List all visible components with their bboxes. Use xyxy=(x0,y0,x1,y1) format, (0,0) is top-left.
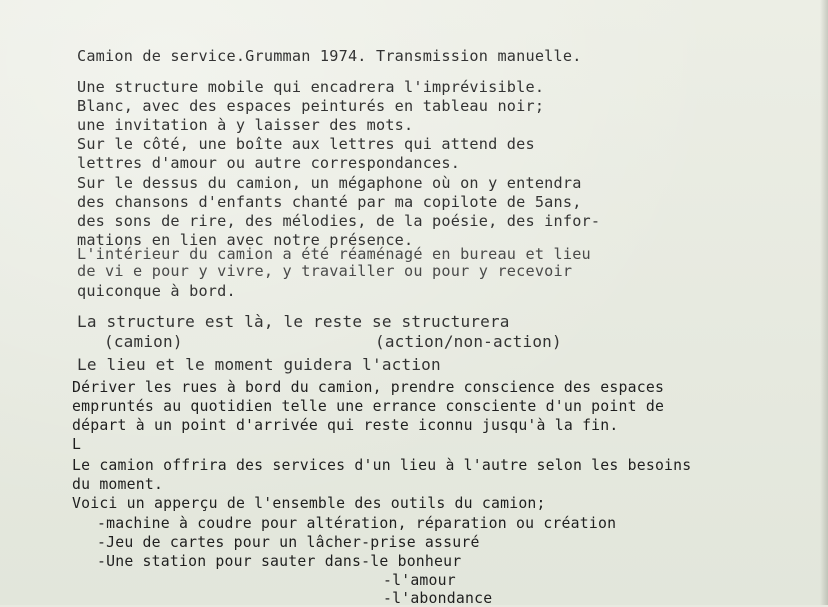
paragraph2-line: empruntés au quotidien telle une errance consciente d'un point de xyxy=(72,398,665,415)
paragraph1-line: une invitation à y laisser des mots. xyxy=(77,116,414,134)
paragraph1-line: des chansons d'enfants chanté par ma copilote de 5ans, xyxy=(77,193,582,211)
paragraph1-line: lettres d'amour ou autre correspondances. xyxy=(77,154,461,172)
lieu-line: Le lieu et le moment guidera l'action xyxy=(77,355,441,374)
paragraph2-line: du moment. xyxy=(72,476,164,493)
structure-sub-right: (action/non-action) xyxy=(375,332,562,351)
tool-item: -Jeu de cartes pour un lâcher-prise assuré xyxy=(97,534,480,551)
document-title: Camion de service.Grumman 1974. Transmission manuelle. xyxy=(77,47,582,65)
paragraph1-line: mations en lien avec notre présence. xyxy=(77,231,414,249)
paragraph1-line: L'intérieur du camion a été réaménagé en bureau et lieu xyxy=(77,245,591,263)
structure-sub-left: (camion) xyxy=(104,332,183,351)
tool-item: -Une station pour sauter dans-le bonheur xyxy=(97,553,462,570)
paragraph1-line: Sur le côté, une boîte aux lettres qui attend des xyxy=(77,135,535,153)
paragraph1-line: Sur le dessus du camion, un mégaphone où on y entendra xyxy=(77,174,582,192)
paragraph2-line: L xyxy=(72,436,82,453)
paragraph1-line: Une structure mobile qui encadrera l'imprévisible. xyxy=(77,78,545,96)
structure-line: La structure est là, le reste se structurera xyxy=(77,312,510,331)
paragraph2-line: Dériver les rues à bord du camion, prendre conscience des espaces xyxy=(72,379,665,396)
subtool-item: -l'amour xyxy=(383,572,456,589)
page-edge-shadow xyxy=(820,0,828,605)
tool-item: -machine à coudre pour altération, réparation ou création xyxy=(97,515,617,532)
paragraph1-line: quiconque à bord. xyxy=(77,282,236,300)
paragraph2-line: Le camion offrira des services d'un lieu à l'autre selon les besoins xyxy=(72,457,692,474)
paragraph2-line: départ à un point d'arrivée qui reste iconnu jusqu'à la fin. xyxy=(72,417,619,434)
paragraph2-line: Voici un apperçu de l'ensemble des outils du camion; xyxy=(72,495,546,512)
paragraph1-line: de vi e pour y vivre, y travailler ou pour y recevoir xyxy=(77,262,573,280)
paragraph1-line: Blanc, avec des espaces peinturés en tableau noir; xyxy=(77,97,545,115)
paragraph1-line: des sons de rire, des mélodies, de la poésie, des infor- xyxy=(77,212,601,230)
subtool-item: -l'abondance xyxy=(383,590,493,607)
